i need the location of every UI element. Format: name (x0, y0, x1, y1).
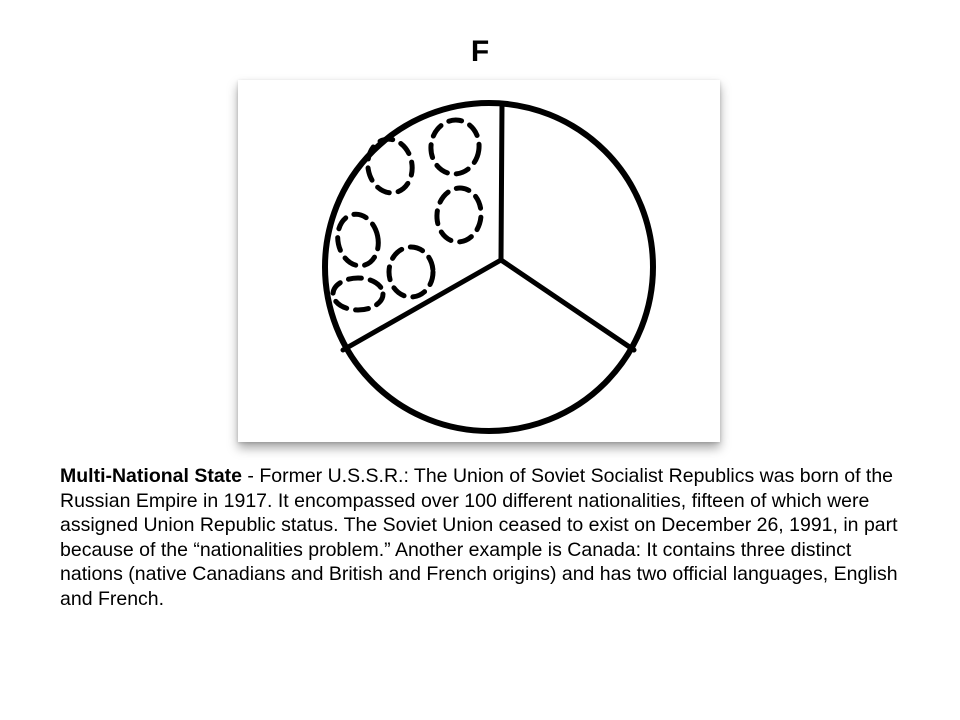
slide-letter-heading: F (470, 35, 490, 68)
multi-national-state-diagram-icon (238, 80, 720, 442)
division-line-top (501, 104, 502, 260)
description-paragraph (60, 464, 910, 611)
description-body: - Former U.S.S.R.: The Union of Soviet Socialist Republics was born of the Russian Empire in 1917. It encompassed over 100 different nationalities, fifteen of which were assigned Union Republic status. The Soviet Union ceased to exist on December 26, 1991, in part because of the “nationalities problem.” Another example is Canada: It contains three distinct nations (native Canadians and British and French origins) and has two official languages, English and French. (60, 465, 898, 610)
figure-frame (238, 80, 720, 442)
description-term: Multi-National State (60, 465, 243, 487)
